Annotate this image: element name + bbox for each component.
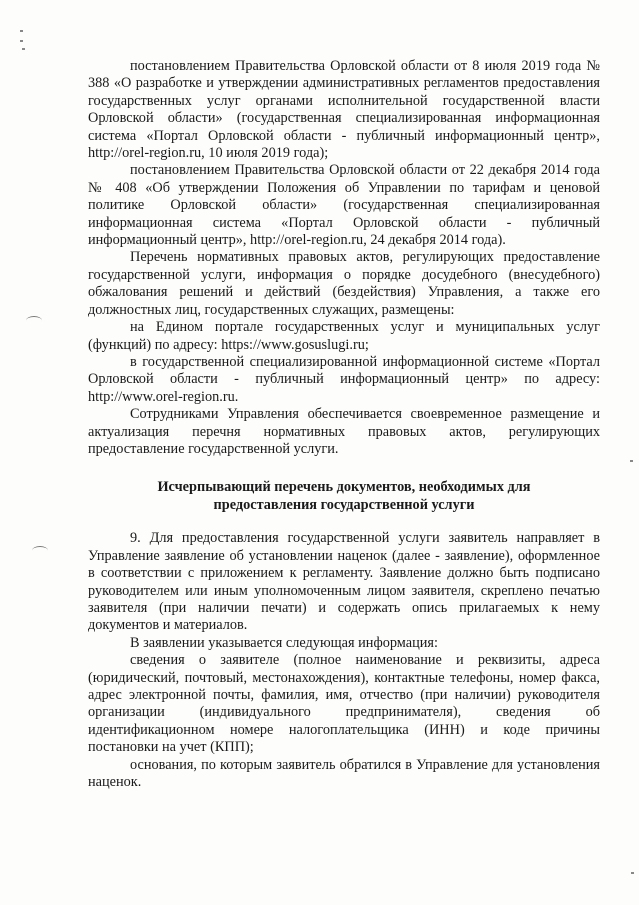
scan-speck <box>630 460 633 462</box>
scan-speck <box>20 40 23 42</box>
paragraph-item-9: 9. Для предоставления государственной услуги заявитель направляет в Управление заявление об установлении наценок (далее - заявление), оформленное в соответствии с приложением к регламенту. Заявление должно быть подписано руководителем или иным уполномоченным лицом заявителя, скреплено печатью заявителя (при наличии печати) и содержать опись прилагаемых к нему документов и материалов. <box>88 530 600 634</box>
paragraph-applicant-details: сведения о заявителе (полное наименование и реквизиты, адреса (юридический, почтовый, местонахождения), контактные телефоны, номер факса, адрес электронной почты, фамилия, имя, отчество (при наличии) руководителя организации (индивидуального предпринимателя), сведения об идентификационном номере налогоплательщика (ИНН) и коде причины постановки на учет (КПП); <box>88 652 600 756</box>
scan-speck <box>22 48 25 50</box>
paragraph-grounds: основания, по которым заявитель обратился в Управление для установления наценок. <box>88 756 600 791</box>
paragraph-info-intro: В заявлении указывается следующая информация: <box>130 634 438 651</box>
paragraph-staff-updates: Сотрудниками Управления обеспечивается своевременное размещение и актуализация перечня нормативных правовых актов, регулирующих предоставление государственной услуги. <box>88 406 600 457</box>
section-heading-line-2: предоставления государственной услуги <box>213 497 475 514</box>
paragraph-orel-region-portal: в государственной специализированной информационной системе «Портал Орловской области - публичный информационный центр» по адресу: http://www.orel-region.ru. <box>88 353 600 405</box>
document-body <box>88 58 600 791</box>
paragraph-legal-acts-list: Перечень нормативных правовых актов, регулирующих предоставление государственной услуги, информация о порядке досудебного (внесудебного) обжалования решений и действий (бездействия) Управления, а также его должностных лиц, государственных служащих, размещены: <box>88 249 600 318</box>
section-heading <box>88 478 600 514</box>
scan-speck <box>20 30 23 32</box>
paragraph-gosuslugi-portal: на Едином портале государственных услуг и муниципальных услуг (функций) по адресу: https://www.gosuslugi.ru; <box>88 319 600 353</box>
paragraph-decree-388: постановлением Правительства Орловской области от 8 июля 2019 года № 388 «О разработке и утверждении административных регламентов предоставления государственных услуг органами исполнительной государственной власти Орловской области» (государственная специализированная информационная система «Портал Орловской области - публичный информационный центр», http://orel-region.ru, 10 июля 2019 года); <box>88 58 600 162</box>
punch-hole-mark <box>32 546 48 555</box>
punch-hole-mark <box>26 316 42 325</box>
scan-speck <box>631 872 634 874</box>
paragraph-decree-408: постановлением Правительства Орловской области от 22 декабря 2014 года № 408 «Об утверждении Положения об Управлении по тарифам и ценовой политике Орловской области» (государственная специализированная информационная система «Портал Орловской области - публичный информационный центр», http://orel-region.ru, 24 декабря 2014 года). <box>88 162 600 249</box>
section-heading-line-1: Исчерпывающий перечень документов, необходимых для <box>157 479 531 496</box>
